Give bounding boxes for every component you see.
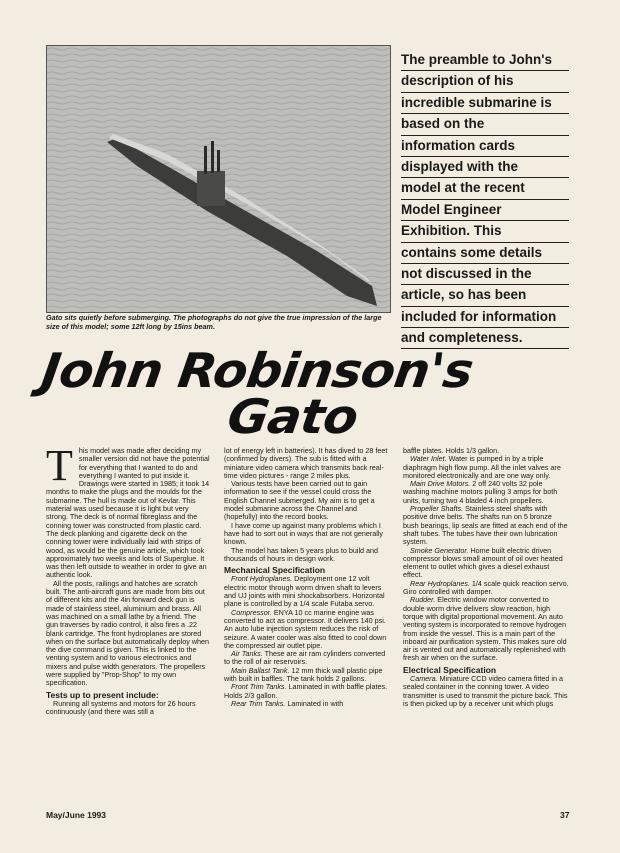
spec-item: Front Hydroplanes. Deployment one 12 volt electric motor through worm driven shaft to levers and UJ joints with mini shockabsorbers. Horizontal plane is controlled by a 1/4 scale Futaba servo. [224,574,385,609]
preamble-line: based on the [401,114,569,135]
paragraph: lot of energy left in batteries). It has dived to 28 feet (confirmed by divers). The sub is fitted with a miniature video camera which transmits back real-time video pictures - range 2 miles plus. [224,446,388,480]
preamble-line: description of his [401,71,569,92]
preamble-line: article, so has been [401,285,569,306]
submarine-photo [46,45,391,313]
paragraph: baffle plates. Holds 1/3 gallon. [403,446,500,455]
spec-item: Front Trim Tanks. Laminated in with baffle plates. Holds 2/3 gallon. [224,682,388,700]
section-heading: Mechanical Specification [224,565,326,576]
paragraph: The model has taken 5 years plus to build and thousands of hours in design work. [224,545,379,563]
section-heading: Tests up to present include: [46,689,159,700]
text-column-1 [46,441,210,717]
preamble-line: contains some details [401,243,569,264]
spec-item: Main Ballast Tank. 12 mm thick wall plastic pipe with built in baffles. The tank holds 2 gallons. [224,665,383,684]
spec-item: Rear Trim Tanks. Laminated in with [231,698,344,708]
submarine-image [47,46,390,312]
text-column-3 [403,447,569,708]
preamble-line: displayed with the [401,157,569,178]
preamble-line: model at the recent [401,178,569,199]
spec-item: Compressor. ENYA 10 cc marine engine was converted to act as compressor. It delivers 140 psi. An auto lube injection system reduces the risk of seizure. A water cooler was also fitted to cool down the compressed air outlet pipe. [224,607,387,650]
preamble-line: included for information [401,307,569,328]
photo-caption: Gato sits quietly before submerging. The photographs do not give the true impression of the large size of this model; some 12ft long by 15ins beam. [46,313,382,331]
issue-date: May/June 1993 [46,810,107,820]
spec-item: Rear Hydroplanes. 1/4 scale quick reaction servo. Giro controlled with damper. [403,578,569,597]
preamble-line: Exhibition. This [401,221,569,242]
paragraph: This model was made after deciding my smaller version did not have the potential for everything that I wanted to do and everything I wanted to put inside it. Drawings were started in 1985; it took 14 months to make the plugs and the moulds for the submarine. The hull is made out of Kevlar. This material was used because it is light but very strong. The deck is of normal fibreglass and the conning tower was constructed from plastic card. The deck planking and cigarette deck on the conning tower were individually laid with strips of wood, as would be the genuine article, which took approximately two weeks and lots of Superglue. It was then left outside to weather in order to give an authentic look. [46,441,210,580]
preamble-line: Model Engineer [401,200,569,221]
preamble-line: not discussed in the [401,264,569,285]
preamble-line: information cards [401,136,569,157]
article-title-line2: Gato [224,389,361,445]
article-title-line1: John Robinson's [38,343,477,399]
paragraph: All the posts, railings and hatches are scratch built. The anti-aircraft guns are made from bits out of different kits and the 4in forward deck gun is made of stainless steel, aluminium and brass. All was machined on a small lathe by a friend. The gun traverses by radio control, it also fires a .22 blank cartridge. The front hydroplanes are stored when on the surface but automatically deploy when the dive command is given. This is linked to the venting system and to various electronics and mixers and pulse width generators. The propellers were supplied by "Prop-Shop" to my own specification. [46,578,210,688]
spec-item: Smoke Generator. Home built electric driven compressor blows small amount of oil over heated element to outlet which gives a diesel exhaust effect. [403,545,563,580]
paragraph: I have come up against many problems which I have had to sort out in ways that are not generally known. [224,520,384,547]
spec-item: Main Drive Motors. 2 off 240 volts 32 pole washing machine motors pulling 3 amps for both units, turning two 4 bladed 4 inch propellers. [403,479,558,505]
preamble-line: The preamble to John's [401,50,569,71]
section-heading: Electrical Specification [403,664,497,675]
spec-item: Air Tanks. These are air ram cylinders converted to the roll of air reservoirs. [224,649,386,667]
preamble-line: incredible submarine is [401,93,569,114]
paragraph: Various tests have been carried out to gain information to see if the vessel could cross the English Channel submerged. My aim is to get a model submarine across the Channel and (hopefully) into the record books. [224,479,375,522]
preamble-box [401,50,569,349]
drop-cap: T [46,441,73,490]
paragraph: Running all systems and motors for 26 hours continuously (and there was still a [46,698,196,717]
page-number: 37 [560,810,570,820]
text-column-2 [224,447,390,708]
spec-item: Water Inlet. Water is pumped in by a triple diaphragm high flow pump. All the inlet valves are monitored electronically and are one way only. [403,454,561,480]
preamble-line: and completeness. [401,328,569,349]
spec-item: Rudder. Electric window motor converted to double worm drive delivers slow reaction, high torque with digital proportional movement. An auto venting system is incorporated to remove hydrogen from inside the vessel. This is a main part of the inboard air purification system. This makes sure old air is vented out and automatically replenished with fresh air when on the surface. [403,595,567,663]
spec-item: Propeller Shafts. Stainless steel shafts with positive drive belts. The shafts run on 5 bronze bush bearings, lip seals are fitted at each end of the shaft tubes. The tubes have their own lubrication system. [403,504,568,547]
spec-item: Camera. Miniature CCD video camera fitted in a sealed container in the conning tower. A video transmitter is used to transmit the picture back. This is then picked up by a receiver unit which plugs [403,674,568,708]
